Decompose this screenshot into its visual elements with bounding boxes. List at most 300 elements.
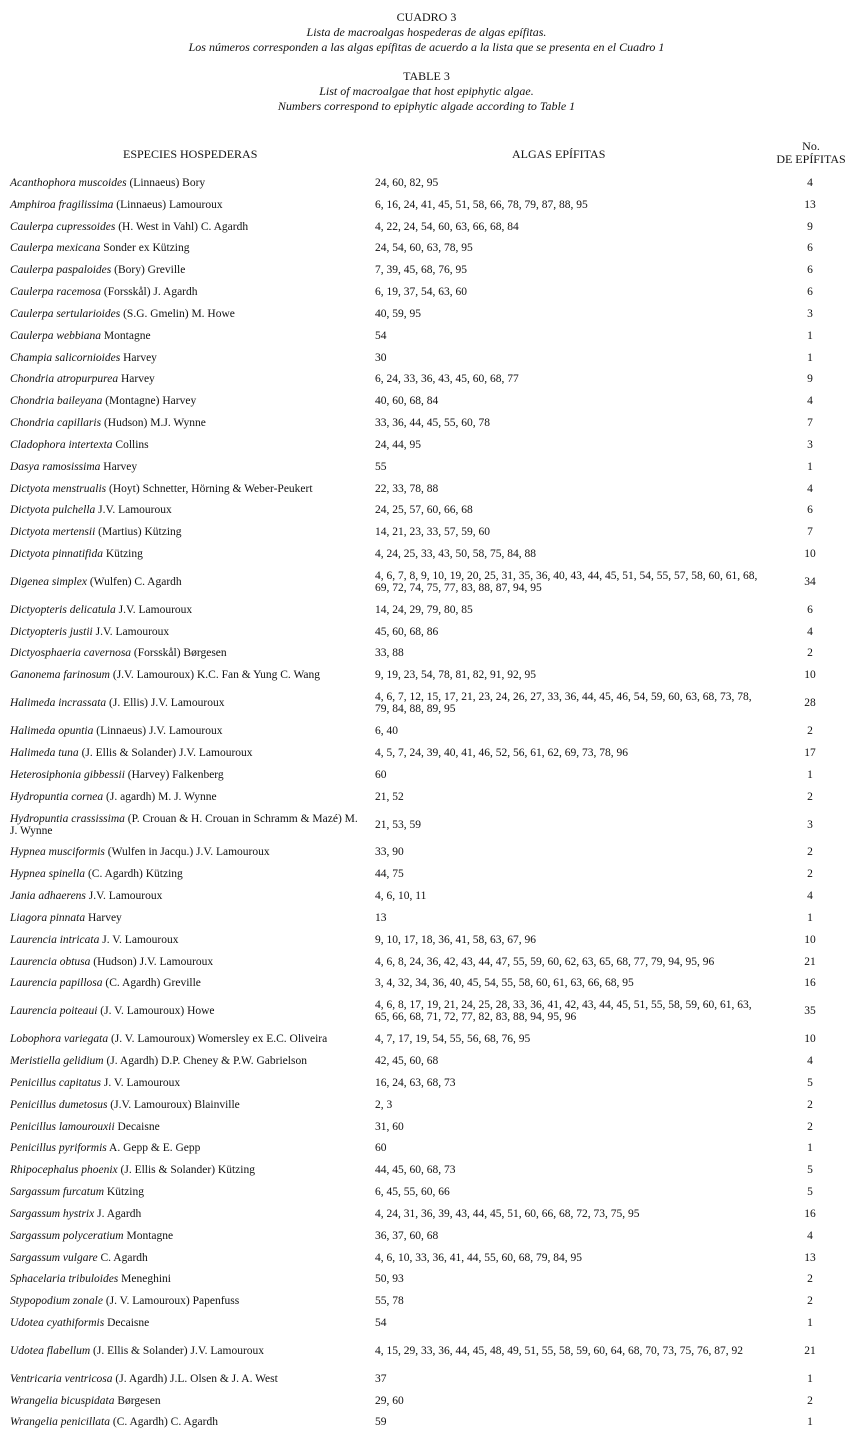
table-row: [0, 1137, 853, 1159]
species-name: Amphiroa fragilissima: [10, 198, 114, 211]
epiphyte-count-cell: 10: [804, 669, 816, 682]
species-author: (H. West in Vahl) C. Agardh: [115, 220, 249, 233]
table-row: [0, 1050, 853, 1072]
species-name: Heterosiphonia gibbessii: [10, 768, 125, 781]
epiphytic-algae-cell: 44, 75: [375, 868, 404, 881]
epiphytic-algae-cell: 6, 16, 24, 41, 45, 51, 58, 66, 78, 79, 87, 88, 95: [375, 198, 588, 211]
species-name: Meristiella gelidium: [10, 1055, 104, 1068]
species-author: J. V. Lamouroux: [99, 933, 179, 946]
epiphyte-count-cell: 9: [807, 373, 813, 386]
epiphytic-algae-cell: 33, 88: [375, 647, 404, 660]
epiphyte-count-cell: 4: [807, 176, 813, 189]
species-author: (C. Agardh) Kützing: [85, 868, 183, 881]
table-row: [0, 808, 853, 842]
species-name: Dictyosphaeria cavernosa: [10, 647, 132, 660]
epiphytic-algae-cell: 36, 37, 60, 68: [375, 1229, 439, 1242]
species-author: (P. Crouan & H. Crouan in Schramm & Mazé) M. J. Wynne: [10, 812, 358, 837]
table-row: [0, 1159, 853, 1181]
species-author: (Hudson) J.V. Lamouroux: [90, 955, 214, 968]
caption-en-label: TABLE 3: [403, 69, 450, 83]
epiphytic-algae-cell: 54: [375, 329, 387, 342]
table-row: [0, 281, 853, 303]
epiphytic-algae-cell: 14, 24, 29, 79, 80, 85: [375, 603, 473, 616]
epiphytic-algae-cell: 4, 6, 10, 33, 36, 41, 44, 55, 60, 68, 79, 84, 95: [375, 1251, 582, 1264]
host-species-cell: [10, 439, 365, 451]
table-row: [0, 1094, 853, 1116]
host-species-cell: [10, 912, 365, 924]
epiphytic-algae-cell: 45, 60, 68, 86: [375, 625, 439, 638]
table-row: [0, 1368, 853, 1390]
table-row: [0, 325, 853, 347]
epiphyte-count-cell: 5: [807, 1164, 813, 1177]
species-author: (J. Ellis) J.V. Lamouroux: [106, 697, 225, 710]
host-species-cell: [10, 1099, 365, 1111]
species-name: Dictyopteris justii: [10, 625, 93, 638]
table-row: [0, 216, 853, 238]
species-author: Decaisne: [104, 1317, 150, 1329]
epiphytic-algae-cell: 6, 40: [375, 725, 398, 738]
host-species-cell: [10, 1005, 365, 1017]
species-author: (J. Agardh) J.L. Olsen & J. A. West: [112, 1372, 278, 1385]
epiphytic-algae-cell: 4, 5, 7, 24, 39, 40, 41, 46, 52, 56, 61, 62, 69, 73, 78, 96: [375, 746, 628, 759]
host-species-cell: [10, 177, 365, 189]
caption-es-line1: Lista de macroalgas hospederas de algas epífitas.: [306, 25, 547, 39]
table-row: [0, 643, 853, 665]
species-name: Caulerpa paspaloides: [10, 264, 112, 277]
species-author: (Linnaeus) Lamouroux: [113, 198, 223, 211]
species-author: (Linnaeus) Bory: [126, 176, 206, 189]
epiphyte-count-cell: 1: [807, 1317, 813, 1329]
epiphytic-algae-cell: 37: [375, 1372, 387, 1385]
host-species-cell: [10, 890, 365, 902]
table-row: [0, 1028, 853, 1050]
epiphytic-algae-cell: 4, 7, 17, 19, 54, 55, 56, 68, 76, 95: [375, 1033, 531, 1046]
epiphytic-algae-cell: 60: [375, 768, 387, 781]
species-author: Harvey: [120, 351, 157, 364]
species-author: (S.G. Gmelin) M. Howe: [120, 307, 235, 320]
species-author: (J. V. Lamouroux) Howe: [97, 1005, 215, 1018]
table-row: [0, 1290, 853, 1312]
species-author: Decaisne: [114, 1120, 160, 1133]
species-name: Digenea simplex: [10, 575, 87, 588]
epiphytic-algae-cell: 55, 78: [375, 1295, 404, 1308]
species-name: Caulerpa cupressoides: [10, 220, 116, 233]
species-name: Dictyopteris delicatula: [10, 603, 116, 616]
host-species-cell: [10, 242, 365, 254]
epiphytic-algae-cell: 60: [375, 1142, 387, 1155]
species-author: (Hoyt) Schnetter, Hörning & Weber-Peukert: [106, 482, 313, 495]
host-species-cell: [10, 1077, 365, 1089]
species-author: (J. V. Lamouroux) Womersley ex E.C. Oliveira: [108, 1033, 328, 1046]
table-row: [0, 786, 853, 808]
epiphytic-algae-cell: 24, 54, 60, 63, 78, 95: [375, 242, 473, 255]
species-name: Penicillus dumetosus: [10, 1098, 108, 1111]
table-row: [0, 1334, 853, 1368]
table-row: [0, 434, 853, 456]
epiphytic-algae-cell: 14, 21, 23, 33, 57, 59, 60: [375, 526, 490, 539]
species-name: Ganonema farinosum: [10, 669, 110, 682]
species-name: Laurencia intricata: [10, 933, 100, 946]
epiphytic-algae-cell: 4, 24, 25, 33, 43, 50, 58, 75, 84, 88: [375, 547, 536, 560]
species-author: (J. Agardh) D.P. Cheney & P.W. Gabrielson: [103, 1055, 307, 1068]
table-row: [0, 347, 853, 369]
table-row: [0, 543, 853, 565]
species-name: Caulerpa racemosa: [10, 286, 102, 299]
species-name: Dasya ramosissima: [10, 460, 101, 473]
epiphytic-algae-cell: 9, 10, 17, 18, 36, 41, 58, 63, 67, 96: [375, 933, 536, 946]
epiphyte-count-cell: 1: [807, 1142, 813, 1155]
epiphyte-count-cell: 1: [807, 911, 813, 924]
species-name: Dictyota menstrualis: [10, 482, 107, 495]
table-row: [0, 1312, 853, 1334]
host-species-cell: [10, 1295, 365, 1307]
epiphyte-count-cell: 3: [807, 818, 813, 831]
species-author: Harvey: [118, 373, 155, 386]
host-species-cell: [10, 647, 365, 659]
species-author: (Bory) Greville: [111, 264, 186, 277]
epiphytic-algae-cell: 7, 39, 45, 68, 76, 95: [375, 264, 467, 277]
epiphytic-algae-cell: 9, 19, 23, 54, 78, 81, 82, 91, 92, 95: [375, 669, 536, 682]
epiphyte-count-cell: 5: [807, 1186, 813, 1199]
species-author: (Wulfen) C. Agardh: [86, 575, 182, 588]
species-author: Meneghini: [118, 1273, 171, 1286]
epiphyte-count-cell: 7: [807, 526, 813, 539]
host-species-cell: [10, 813, 365, 837]
species-name: Sphacelaria tribuloides: [10, 1273, 119, 1286]
host-species-table: [0, 172, 853, 1433]
epiphytic-algae-cell: 33, 36, 44, 45, 55, 60, 78: [375, 417, 490, 430]
caption-en-line1: List of macroalgae that host epiphytic algae.: [319, 84, 534, 98]
host-species-cell: [10, 330, 365, 342]
table-row: [0, 720, 853, 742]
species-author: (J. V. Lamouroux) Papenfuss: [102, 1295, 240, 1308]
species-name: Hydropuntia cornea: [10, 790, 104, 803]
species-name: Caulerpa webbiana: [10, 329, 102, 342]
table-row: [0, 599, 853, 621]
epiphyte-count-cell: 21: [804, 955, 816, 968]
table-row: [0, 1390, 853, 1412]
epiphyte-count-cell: 2: [807, 868, 813, 881]
species-name: Dictyota pinnatifida: [10, 547, 103, 560]
species-name: Laurencia obtusa: [10, 955, 91, 968]
epiphytic-algae-cell: 4, 15, 29, 33, 36, 44, 45, 48, 49, 51, 55, 58, 59, 60, 64, 68, 70, 73, 75, 76, 87, 92: [375, 1344, 743, 1357]
epiphyte-count-cell: 4: [807, 1229, 813, 1242]
host-species-cell: [10, 1273, 365, 1285]
species-name: Udotea flabellum: [10, 1344, 91, 1357]
host-species-cell: [10, 373, 365, 385]
species-name: Halimeda incrassata: [10, 697, 107, 710]
caption-en-line2: Numbers correspond to epiphytic algade according to Table 1: [277, 99, 576, 113]
species-name: Liagora pinnata: [10, 911, 86, 924]
table-row: [0, 368, 853, 390]
epiphyte-count-cell: 6: [807, 242, 813, 255]
species-author: (C. Agardh) Greville: [102, 977, 201, 990]
epiphyte-count-cell: 1: [807, 1372, 813, 1385]
species-author: Kützing: [102, 547, 143, 560]
epiphyte-count-cell: 3: [807, 307, 813, 320]
host-species-cell: [10, 221, 365, 233]
species-name: Stypopodium zonale: [10, 1295, 103, 1308]
table-row: [0, 1181, 853, 1203]
host-species-cell: [10, 1033, 365, 1045]
host-species-cell: [10, 1317, 365, 1329]
species-author: Collins: [112, 438, 149, 451]
table-row: [0, 863, 853, 885]
species-author: (Montagne) Harvey: [102, 395, 197, 408]
epiphytic-algae-cell: 22, 33, 78, 88: [375, 482, 439, 495]
species-name: Dictyota pulchella: [10, 504, 96, 517]
epiphytic-algae-cell: 4, 6, 10, 11: [375, 890, 427, 903]
table-row: [0, 565, 853, 599]
epiphytic-algae-cell: 24, 44, 95: [375, 438, 421, 451]
species-name: Rhipocephalus phoenix: [10, 1164, 118, 1177]
table-row: [0, 1072, 853, 1094]
species-author: (J. agardh) M. J. Wynne: [103, 790, 217, 803]
epiphyte-count-cell: 3: [807, 438, 813, 451]
host-species-cell: [10, 697, 365, 709]
epiphytic-algae-cell: 21, 53, 59: [375, 818, 421, 831]
table-row: [0, 1412, 853, 1434]
species-author: (J. Ellis & Solander) J.V. Lamouroux: [90, 1344, 265, 1357]
species-name: Udotea cyathiformis: [10, 1317, 105, 1329]
table-row: [0, 842, 853, 864]
table-row: [0, 994, 853, 1028]
epiphyte-count-cell: 2: [807, 1273, 813, 1286]
epiphyte-count-cell: 16: [804, 1207, 816, 1220]
host-species-cell: [10, 264, 365, 276]
host-species-cell: [10, 1252, 365, 1264]
host-species-cell: [10, 956, 365, 968]
species-name: Hydropuntia crassissima: [10, 812, 125, 825]
species-name: Cladophora intertexta: [10, 438, 113, 451]
species-author: J. V. Lamouroux: [101, 1076, 181, 1089]
host-species-cell: [10, 846, 365, 858]
epiphyte-count-cell: 4: [807, 482, 813, 495]
caption-english: [0, 69, 853, 114]
epiphyte-count-cell: 16: [804, 977, 816, 990]
species-name: Hypnea musciformis: [10, 846, 105, 859]
host-species-cell: [10, 548, 365, 560]
table-row: [0, 907, 853, 929]
epiphytic-algae-cell: 4, 22, 24, 54, 60, 63, 66, 68, 84: [375, 220, 519, 233]
epiphyte-count-cell: 6: [807, 264, 813, 277]
host-species-cell: [10, 1208, 365, 1220]
epiphytic-algae-cell: 6, 24, 33, 36, 43, 45, 60, 68, 77: [375, 373, 519, 386]
species-name: Laurencia papillosa: [10, 977, 103, 990]
species-name: Penicillus pyriformis: [10, 1142, 107, 1155]
table-row: [0, 686, 853, 720]
epiphyte-count-cell: 17: [804, 746, 816, 759]
host-species-cell: [10, 977, 365, 989]
host-species-cell: [10, 576, 365, 588]
epiphyte-count-cell: 10: [804, 933, 816, 946]
epiphytic-algae-cell: 16, 24, 63, 68, 73: [375, 1076, 456, 1089]
species-author: (Hudson) M.J. Wynne: [101, 417, 206, 430]
host-species-cell: [10, 934, 365, 946]
epiphyte-count-cell: 1: [807, 460, 813, 473]
epiphyte-count-cell: 4: [807, 395, 813, 408]
table-row: [0, 973, 853, 995]
host-species-cell: [10, 1186, 365, 1198]
table-row: [0, 951, 853, 973]
epiphyte-count-cell: 2: [807, 790, 813, 803]
species-name: Wrangelia bicuspidata: [10, 1394, 115, 1407]
epiphytic-algae-cell: 59: [375, 1416, 387, 1429]
species-name: Penicillus lamourouxii: [10, 1120, 115, 1133]
host-species-cell: [10, 1055, 365, 1067]
epiphytic-algae-cell: 4, 6, 7, 12, 15, 17, 21, 23, 24, 26, 27, 33, 36, 44, 45, 46, 54, 59, 60, 63, 68, 73, 78, 79, 84, 88, 89, 95: [375, 691, 752, 716]
table-row: [0, 194, 853, 216]
species-author: J.V. Lamouroux: [95, 504, 172, 517]
epiphytic-algae-cell: 4, 6, 7, 8, 9, 10, 19, 20, 25, 31, 35, 36, 40, 43, 44, 45, 51, 54, 55, 57, 58, 60, 61, 68, 69, 72, 74, 75, 77, 83, 88, 87, 94, 95: [375, 569, 758, 594]
host-species-cell: [10, 791, 365, 803]
epiphytic-algae-cell: 54: [375, 1317, 387, 1329]
species-name: Hypnea spinella: [10, 868, 86, 881]
species-name: Sargassum furcatum: [10, 1186, 105, 1199]
epiphyte-count-cell: 6: [807, 286, 813, 299]
table-row: [0, 621, 853, 643]
species-name: Caulerpa mexicana: [10, 242, 101, 255]
table-row: [0, 259, 853, 281]
table-row: [0, 237, 853, 259]
epiphytic-algae-cell: 31, 60: [375, 1120, 404, 1133]
host-species-cell: [10, 395, 365, 407]
species-name: Ventricaria ventricosa: [10, 1372, 113, 1385]
species-author: A. Gepp & E. Gepp: [106, 1142, 201, 1155]
epiphyte-count-cell: 34: [804, 575, 816, 588]
species-name: Jania adhaerens: [10, 890, 86, 903]
epiphytic-algae-cell: 30: [375, 351, 387, 364]
host-species-cell: [10, 1121, 365, 1133]
species-author: (J. Ellis & Solander) Kützing: [117, 1164, 255, 1177]
caption-es-line2: Los números corresponden a las algas epífitas de acuerdo a la lista que se presenta en el Cuadro 1: [188, 40, 665, 54]
host-species-cell: [10, 352, 365, 364]
table-row: [0, 390, 853, 412]
host-species-cell: [10, 626, 365, 638]
species-author: J.V. Lamouroux: [115, 603, 193, 616]
host-species-cell: [10, 604, 365, 616]
species-author: J.V. Lamouroux: [85, 890, 163, 903]
epiphyte-count-cell: 4: [807, 625, 813, 638]
epiphyte-count-cell: 1: [807, 351, 813, 364]
epiphytic-algae-cell: 24, 25, 57, 60, 66, 68: [375, 504, 473, 517]
header-epiphytic-algae: ALGAS EPÍFITAS: [512, 147, 606, 161]
table-row: [0, 742, 853, 764]
species-author: Børgesen: [114, 1394, 161, 1407]
epiphyte-count-cell: 13: [804, 198, 816, 211]
epiphyte-count-cell: 10: [804, 547, 816, 560]
species-name: Wrangelia penicillata: [10, 1416, 110, 1429]
species-name: Lobophora variegata: [10, 1033, 109, 1046]
epiphytic-algae-cell: 21, 52: [375, 790, 404, 803]
host-species-cell: [10, 504, 365, 516]
epiphyte-count-cell: 4: [807, 890, 813, 903]
species-name: Sargassum polyceratium: [10, 1229, 124, 1242]
header-count-line1: No.: [802, 139, 820, 153]
epiphyte-count-cell: 21: [804, 1344, 816, 1357]
header-count-line2: DE EPÍFITAS: [776, 152, 846, 166]
epiphyte-count-cell: 1: [807, 1416, 813, 1429]
species-author: Montagne: [101, 329, 151, 342]
caption-es-label: CUADRO 3: [396, 10, 457, 24]
table-row: [0, 412, 853, 434]
epiphytic-algae-cell: 44, 45, 60, 68, 73: [375, 1164, 456, 1177]
epiphytic-algae-cell: 3, 4, 32, 34, 36, 40, 45, 54, 55, 58, 60, 61, 63, 66, 68, 95: [375, 977, 634, 990]
host-species-cell: [10, 1416, 365, 1428]
species-name: Sargassum hystrix: [10, 1207, 95, 1220]
epiphytic-algae-cell: 6, 45, 55, 60, 66: [375, 1186, 450, 1199]
host-species-cell: [10, 1230, 365, 1242]
species-name: Chondria capillaris: [10, 417, 102, 430]
caption-spanish: [0, 10, 853, 55]
epiphyte-count-cell: 1: [807, 329, 813, 342]
epiphytic-algae-cell: 55: [375, 460, 387, 473]
species-author: (J. Ellis & Solander) J.V. Lamouroux: [78, 746, 253, 759]
host-species-cell: [10, 417, 365, 429]
species-name: Acanthophora muscoides: [10, 176, 127, 189]
table-row: [0, 172, 853, 194]
species-author: (Forsskål) Børgesen: [131, 647, 227, 660]
species-name: Sargassum vulgare: [10, 1251, 98, 1264]
epiphytic-algae-cell: 4, 24, 31, 36, 39, 43, 44, 45, 51, 60, 66, 68, 72, 73, 75, 95: [375, 1207, 640, 1220]
header-epiphyte-count: [776, 140, 846, 166]
epiphyte-count-cell: 10: [804, 1033, 816, 1046]
species-author: (J.V. Lamouroux) K.C. Fan & Yung C. Wang: [110, 669, 321, 682]
species-author: J.V. Lamouroux: [92, 625, 170, 638]
table-row: [0, 521, 853, 543]
species-author: (Forsskål) J. Agardh: [101, 286, 198, 299]
epiphyte-count-cell: 6: [807, 603, 813, 616]
species-author: Sonder ex Kützing: [100, 242, 190, 255]
epiphyte-count-cell: 5: [807, 1076, 813, 1089]
species-name: Caulerpa sertularioides: [10, 307, 121, 320]
host-species-cell: [10, 1395, 365, 1407]
host-species-cell: [10, 286, 365, 298]
host-species-cell: [10, 725, 365, 737]
header-host-species: ESPECIES HOSPEDERAS: [123, 147, 258, 161]
epiphytic-algae-cell: 33, 90: [375, 846, 404, 859]
epiphytic-algae-cell: 2, 3: [375, 1098, 393, 1111]
table-row: [0, 929, 853, 951]
epiphyte-count-cell: 2: [807, 1120, 813, 1133]
host-species-cell: [10, 669, 365, 681]
species-name: Chondria baileyana: [10, 395, 103, 408]
epiphyte-count-cell: 2: [807, 647, 813, 660]
species-author: Harvey: [100, 460, 138, 473]
table-row: [0, 1203, 853, 1225]
host-species-cell: [10, 308, 365, 320]
epiphyte-count-cell: 35: [804, 1005, 816, 1018]
host-species-cell: [10, 769, 365, 781]
epiphyte-count-cell: 28: [804, 697, 816, 710]
species-author: (Harvey) Falkenberg: [124, 768, 224, 781]
epiphytic-algae-cell: 29, 60: [375, 1394, 404, 1407]
table-row: [0, 885, 853, 907]
epiphytic-algae-cell: 4, 6, 8, 24, 36, 42, 43, 44, 47, 55, 59, 60, 62, 63, 65, 68, 77, 79, 94, 95, 96: [375, 955, 715, 968]
epiphyte-count-cell: 9: [807, 220, 813, 233]
host-species-cell: [10, 1164, 365, 1176]
epiphyte-count-cell: 2: [807, 1098, 813, 1111]
host-species-cell: [10, 868, 365, 880]
species-author: Harvey: [85, 911, 122, 924]
species-author: Montagne: [123, 1229, 174, 1242]
species-name: Dictyota mertensii: [10, 526, 96, 539]
epiphytic-algae-cell: 50, 93: [375, 1273, 404, 1286]
host-species-cell: [10, 1373, 365, 1385]
epiphyte-count-cell: 13: [804, 1251, 816, 1264]
host-species-cell: [10, 461, 365, 473]
table-row: [0, 499, 853, 521]
